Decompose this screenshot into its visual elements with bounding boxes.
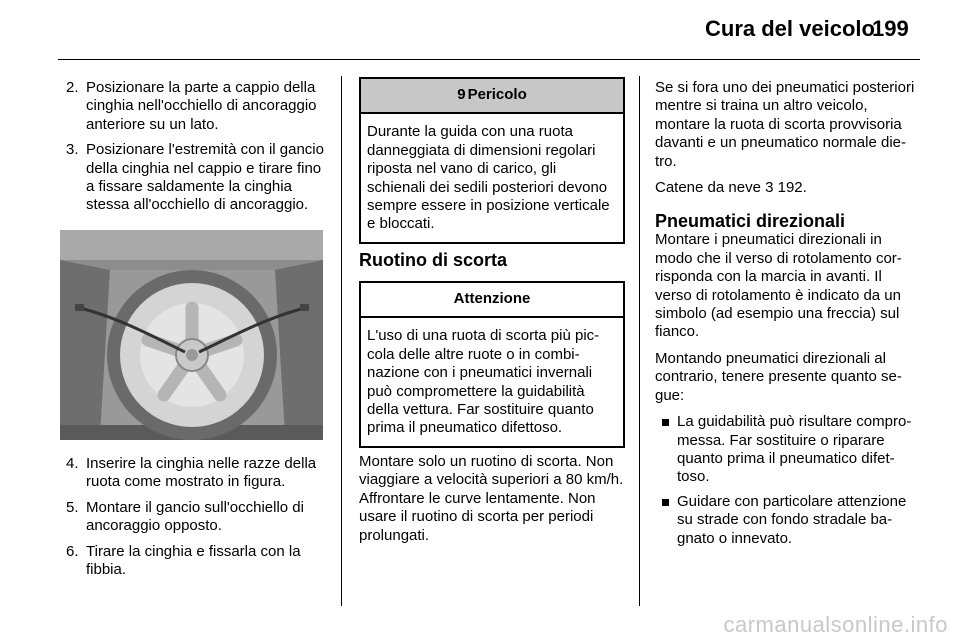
steps-list-bottom	[62, 455, 332, 579]
directional-paragraph: Montare i pneumatici direzionali in modo che il verso di rotolamento corrisponda con la marcia in avanti. Il verso di rotolamento è indicato da un simbolo (ad esempio una freccia) sul fianco.	[655, 231, 902, 341]
reverse-mount-paragraph: Montando pneumatici direzionali al contrario, tenere presente quanto segue:	[655, 349, 902, 404]
step-number: 2.	[66, 79, 79, 96]
step-number: 3.	[66, 141, 79, 159]
spare-wheel-paragraph: Montare solo un ruotino di scorta. Non viaggiare a velocità superiori a 80 km/h. Affrontare le curve lentamente. Non usare il ruotino di scorta per periodi prolungati.	[359, 453, 624, 544]
step-number: 6.	[66, 542, 79, 560]
list-item	[62, 141, 332, 215]
page-reference-arrow-icon: 3	[765, 179, 774, 197]
section-title-spare-wheel: Ruotino di scorta	[359, 250, 507, 270]
header-title: Cura del veicolo	[705, 16, 875, 41]
danger-box-header	[361, 79, 623, 114]
step-text: Posizionare l'estremità con il gancio della cinghia nel cappio e tirare fino a fissare saldamente la cinghia stessa all'occhiello di ancoraggio.	[86, 141, 324, 214]
warning-triangle-icon: 9	[457, 86, 466, 103]
step-text: Montare il gancio sull'occhiello di ancoraggio opposto.	[86, 498, 304, 535]
list-item	[62, 455, 332, 492]
snow-chains-text: Catene da neve	[655, 179, 761, 197]
column-3	[655, 79, 920, 554]
list-item	[655, 413, 920, 487]
bullet-text: Guidare con particolare attenzione su strade con fondo stradale bagnato o innevato.	[677, 492, 907, 547]
spare-wheel-illustration	[60, 230, 323, 440]
section-title-directional-tyres: Pneumatici direzionali	[655, 211, 846, 232]
bullet-list	[655, 413, 920, 548]
danger-box-body: Durante la guida con una ruota danneggiata di dimensioni regolari riposta nel vano di carico, gli schienali dei sedili posteriori devono sempre essere in posizione verticale e bloccati.	[367, 123, 610, 233]
column-divider-left	[341, 76, 342, 606]
list-item	[62, 79, 332, 134]
snow-chains-page: 192.	[777, 179, 807, 197]
step-number: 5.	[66, 498, 79, 516]
attention-main-box	[359, 281, 625, 448]
steps-list-top	[62, 79, 332, 215]
step-text: Tirare la cinghia e fissarla con la fibbia.	[86, 542, 301, 579]
bullet-text: La guidabilità può risultare compromessa. Far sostituire o riparare quanto prima il pneumatico difettoso.	[677, 413, 912, 486]
bullet-square-icon	[662, 419, 669, 426]
column-1-top	[62, 79, 332, 222]
list-item	[655, 493, 920, 548]
danger-box-title: Pericolo	[467, 86, 527, 103]
step-number: 4.	[66, 455, 79, 472]
step-text: Inserire la cinghia nelle razze della ruota come mostrato in figura.	[86, 455, 317, 491]
page-number: 199	[872, 16, 909, 41]
column-1-bottom	[62, 455, 332, 586]
bullet-square-icon	[662, 499, 669, 506]
header-rule	[58, 59, 920, 60]
snow-chains-reference	[655, 179, 920, 197]
spare-wheel-photo	[60, 230, 323, 440]
towing-paragraph: Se si fora uno dei pneumatici posteriori mentre si traina un altro veicolo, montare la ruota di scorta provvisoria davanti e un pneumatico normale dietro.	[655, 79, 915, 170]
list-item	[62, 499, 332, 536]
watermark: carmanualsonline.info	[723, 612, 948, 637]
attention-box-body: L'uso di una ruota di scorta più piccola delle altre ruote o in combinazione con i pneumatici invernali può compromettere la guidabilità della vettura. Far sostituire quanto prima il pneumatico difettoso.	[367, 327, 600, 437]
danger-box	[359, 77, 625, 244]
column-divider-right	[639, 76, 640, 606]
list-item	[62, 543, 332, 580]
step-text: Posizionare la parte a cappio della cinghia nell'occhiello di ancoraggio anteriore su un lato.	[86, 79, 317, 133]
attention-box-header: Attenzione	[361, 283, 623, 318]
